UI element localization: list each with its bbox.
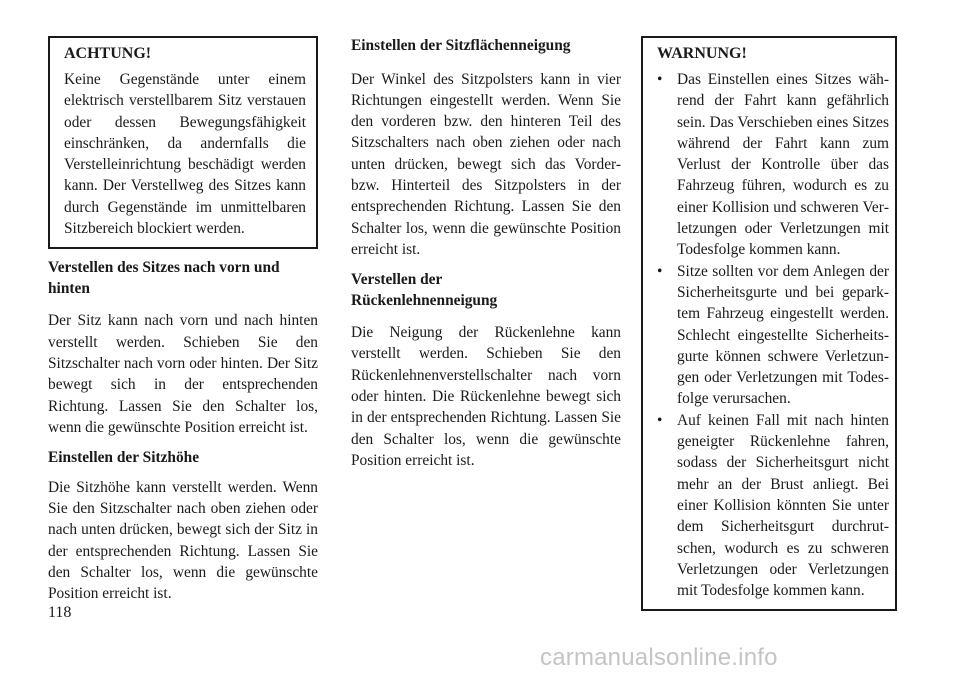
caution-box [48, 36, 318, 249]
cushion-tilt-text: Der Winkel des Sitzpolsters kann in vier Richtungen eingestellt werden. Wenn Sie den vorderen bzw. den hinteren Teil des Sitzschalters nach oben ziehen oder nach unten drücken, bewegt sich das Vorder- bzw. Hinterteil des Sitzpolsters in der entsprechenden Richtung. Lassen Sie den Schalter los, wenn die gewünschte Position erreicht ist. [351, 70, 621, 258]
seat-adjust-text: Der Sitz kann nach vorn und nach hinten verstellt werden. Schieben Sie den Sitzschalter nach vorn oder hinten. Der Sitz bewegt sich in der entsprechenden Richtung. Lassen Sie den Schalter los, wenn die gewünschte Position erreicht ist. [48, 312, 318, 436]
seat-height-text: Die Sitzhöhe kann verstellt werden. Wenn Sie den Sitzschalter nach oben ziehen oder nach unten drücken, bewegt sich der Sitz in der entsprechenden Richtung. Lassen Sie den Schalter los, wenn die gewünschte Position erreicht ist. [48, 478, 318, 603]
warning-list [657, 69, 889, 601]
middle-column [351, 36, 621, 471]
warning-item-text: Das Einstellen eines Sitzes während der Fahrt kann gefährlich sein. Das Verschieben eines Sitzes während der Fahrt kann zum Verlust der Kontrolle über das Fahrzeug führen, wodurch es zu einer Kollision und schweren Verletzungen oder Verletzungen mit Todesfolge kommen kann. [677, 71, 889, 259]
warning-item-text: Sitze sollten vor dem Anlegen der Sicherheitsgurte und bei geparktem Fahrzeug eingestellt werden. Schlecht eingestellte Sicherheitsgurte können schwere Verletzungen oder Verletzungen mit Todesfolge verursachen. [677, 262, 889, 408]
backrest-heading [351, 270, 621, 311]
warning-item [657, 261, 889, 410]
seat-adjust-heading: Verstellen des Sitzes nach vorn und hinten [48, 259, 280, 297]
caution-text: Keine Gegenstände unter einem elektrisch verstellbarem Sitz verstauen oder dessen Bewegungsfähigkeit einschränken, da andernfalls die Verstelleinrichtung beschädigt werden kann. Der Verstellweg des Sitzes kann durch Gegenstände im unmittelbaren Sitzbereich blockiert werden. [64, 71, 306, 238]
bullet-icon: • [657, 411, 663, 429]
bullet-icon: • [657, 71, 663, 88]
warning-item-text: Auf keinen Fall mit nach hinten geneigter Rückenlehne fahren, sodass der Sicherheitsgurt nicht mehr an der Brust anliegt. Bei einer Kollision könnten Sie unter dem Sicherheitsgurt durchrutschen, wodurch es zu schweren Verletzungen oder Verletzungen mit Todesfolge kommen kann. [677, 411, 889, 600]
warning-title: WARNUNG! [657, 45, 747, 62]
backrest-heading-line-2: Rückenlehnenneigung [351, 291, 498, 309]
watermark: carmanualsonline.info [540, 644, 778, 671]
right-column [641, 36, 897, 611]
warning-item [657, 410, 889, 602]
warning-item [657, 69, 889, 261]
backrest-text: Die Neigung der Rückenlehne kann verstellt werden. Schieben Sie den Rückenlehnenverstellschalter nach vorn oder hinten. Die Rückenlehne bewegt sich in der entsprechenden Richtung. Lassen Sie den Schalter los, wenn die gewünschte Position erreicht ist. [351, 324, 621, 469]
warning-box [641, 36, 897, 611]
backrest-heading-line-1: Verstellen der [351, 271, 443, 289]
seat-height-heading: Einstellen der Sitzhöhe [48, 449, 200, 467]
bullet-icon: • [657, 262, 663, 280]
left-column [48, 36, 318, 604]
caution-title: ACHTUNG! [64, 45, 152, 62]
cushion-tilt-heading: Einstellen der Sitzflächenneigung [351, 37, 571, 54]
page-number: 118 [48, 604, 72, 621]
